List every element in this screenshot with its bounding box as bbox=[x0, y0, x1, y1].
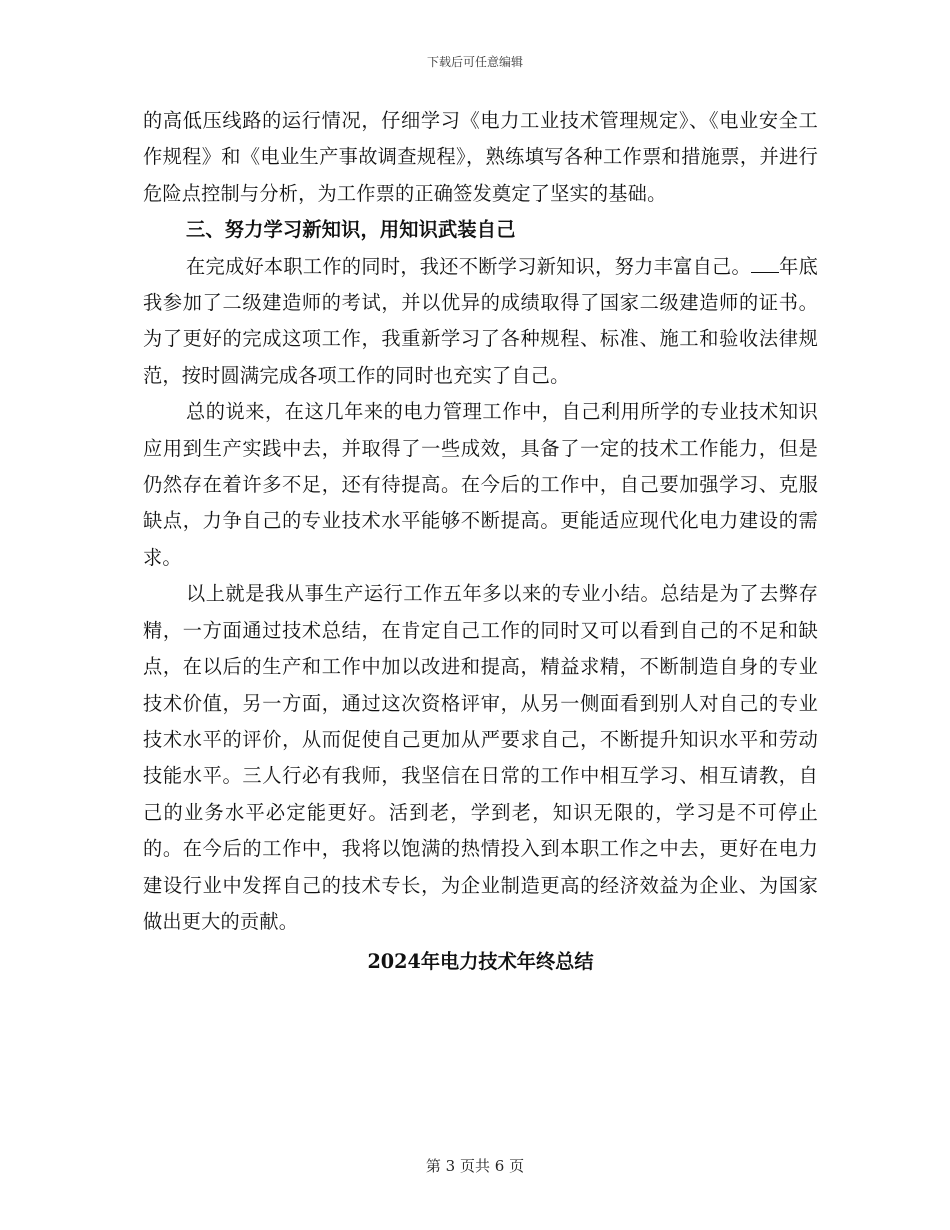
blank-underline bbox=[751, 254, 779, 273]
next-document-title: 2024年电力技术年终总结 bbox=[367, 950, 594, 974]
paragraph-study bbox=[143, 249, 818, 395]
paragraph-study-rest: 年底我参加了二级建造师的考试，并以优异的成绩取得了国家二级建造师的证书。为了更好的完成这项工作，我重新学习了各种规程、标准、施工和验收法律规范，按时圆满完成各项工作的同时也充实了自己。 bbox=[143, 254, 818, 387]
paragraph-continued: 的高低压线路的运行情况，仔细学习《电力工业技术管理规定》、《电业安全工作规程》和《电业生产事故调查规程》，熟练填写各种工作票和措施票，并进行危险点控制与分析，为工作票的正确签发奠定了坚实的基础。 bbox=[143, 109, 818, 205]
document-body bbox=[143, 103, 818, 981]
paragraph-study-line1: 在完成好本职工作的同时，我还不断学习新知识，努力丰富自己。 bbox=[186, 254, 752, 278]
section-heading: 三、努力学习新知识，用知识武装自己 bbox=[186, 218, 516, 242]
page-header: 下载后可任意编辑 bbox=[426, 55, 523, 69]
page-footer: 第 3 页共 6 页 bbox=[425, 1157, 525, 1175]
paragraph-conclusion: 以上就是我从事生产运行工作五年多以来的专业小结。总结是为了去弊存精，一方面通过技术总结，在肯定自己工作的同时又可以看到自己的不足和缺点，在以后的生产和工作中加以改进和提高，精益求精，不断制造自身的专业技术价值，另一方面，通过这次资格评审，从另一侧面看到别人对自己的专业技术水平的评价，从而促使自己更加从严要求自己，不断提升知识水平和劳动技能水平。三人行必有我师，我坚信在日常的工作中相互学习、相互请教，自己的业务水平必定能更好。活到老，学到老，知识无限的，学习是不可停止的。在今后的工作中，我将以饱满的热情投入到本职工作之中去，更好在电力建设行业中发挥自己的技术专长，为企业制造更高的经济效益为企业、为国家做出更大的贡献。 bbox=[143, 582, 818, 933]
paragraph-summary: 总的说来，在这几年来的电力管理工作中，自己利用所学的专业技术知识应用到生产实践中去，并取得了一些成效，具备了一定的技术工作能力，但是仍然存在着许多不足，还有待提高。在今后的工作中，自己要加强学习、克服缺点，力争自己的专业技术水平能够不断提高。更能适应现代化电力建设的需求。 bbox=[143, 400, 818, 569]
